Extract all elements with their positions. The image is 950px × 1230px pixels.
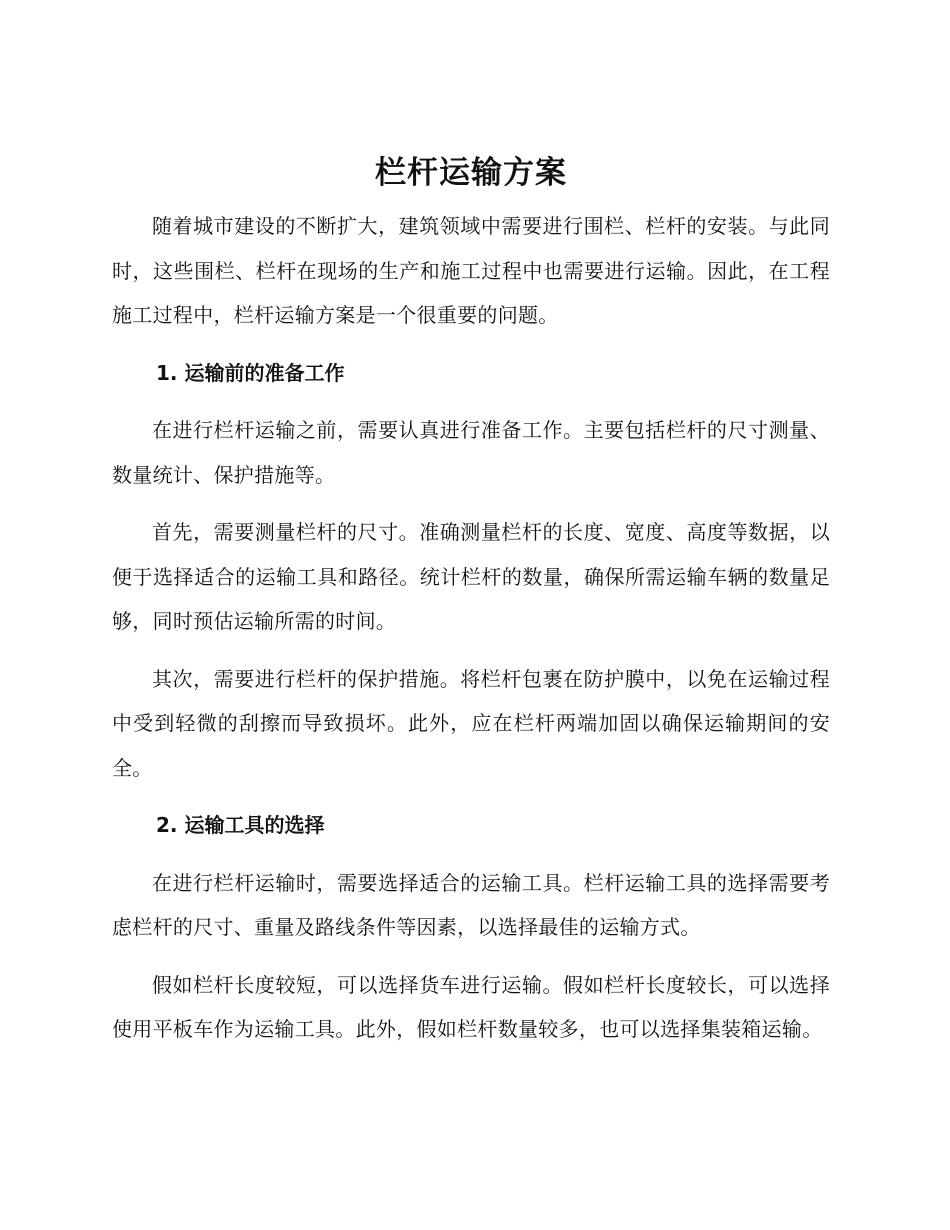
spacer: [112, 395, 830, 408]
section-heading-2: 2. 运输工具的选择: [156, 813, 325, 837]
spacer: [112, 790, 830, 803]
spacer: [112, 644, 830, 657]
section-1-paragraph-3: 其次，需要进行栏杆的保护措施。将栏杆包裹在防护膜中，以免在运输过程中受到轻微的刮擦而导致损坏。此外，应在栏杆两端加固以确保运输期间的安全。: [112, 666, 830, 780]
spacer: [112, 950, 830, 963]
section-1-paragraph-1: 在进行栏杆运输之前，需要认真进行准备工作。主要包括栏杆的尺寸测量、数量统计、保护措施等。: [112, 418, 830, 487]
intro-paragraph: 随着城市建设的不断扩大，建筑领域中需要进行围栏、栏杆的安装。与此同时，这些围栏、栏杆在现场的生产和施工过程中也需要进行运输。因此，在工程施工过程中，栏杆运输方案是一个很重要的问题。: [112, 214, 830, 327]
spacer: [112, 848, 830, 861]
section-heading-1: 1. 运输前的准备工作: [156, 360, 345, 385]
spacer: [112, 338, 830, 351]
document-body: [112, 148, 830, 1052]
section-2-paragraph-2: 假如栏杆长度较短，可以选择货车进行运输。假如栏杆长度较长，可以选择使用平板车作为运输工具。此外，假如栏杆数量较多，也可以选择集装箱运输。: [112, 972, 830, 1041]
spacer: [112, 497, 830, 510]
section-1-paragraph-2: 首先，需要测量栏杆的尺寸。准确测量栏杆的长度、宽度、高度等数据，以便于选择适合的运输工具和路径。统计栏杆的数量，确保所需运输车辆的数量足够，同时预估运输所需的时间。: [112, 520, 830, 633]
document-title: 栏杆运输方案: [375, 155, 567, 191]
section-2-paragraph-1: 在进行栏杆运输时，需要选择适合的运输工具。栏杆运输工具的选择需要考虑栏杆的尺寸、重量及路线条件等因素，以选择最佳的运输方式。: [112, 870, 830, 939]
